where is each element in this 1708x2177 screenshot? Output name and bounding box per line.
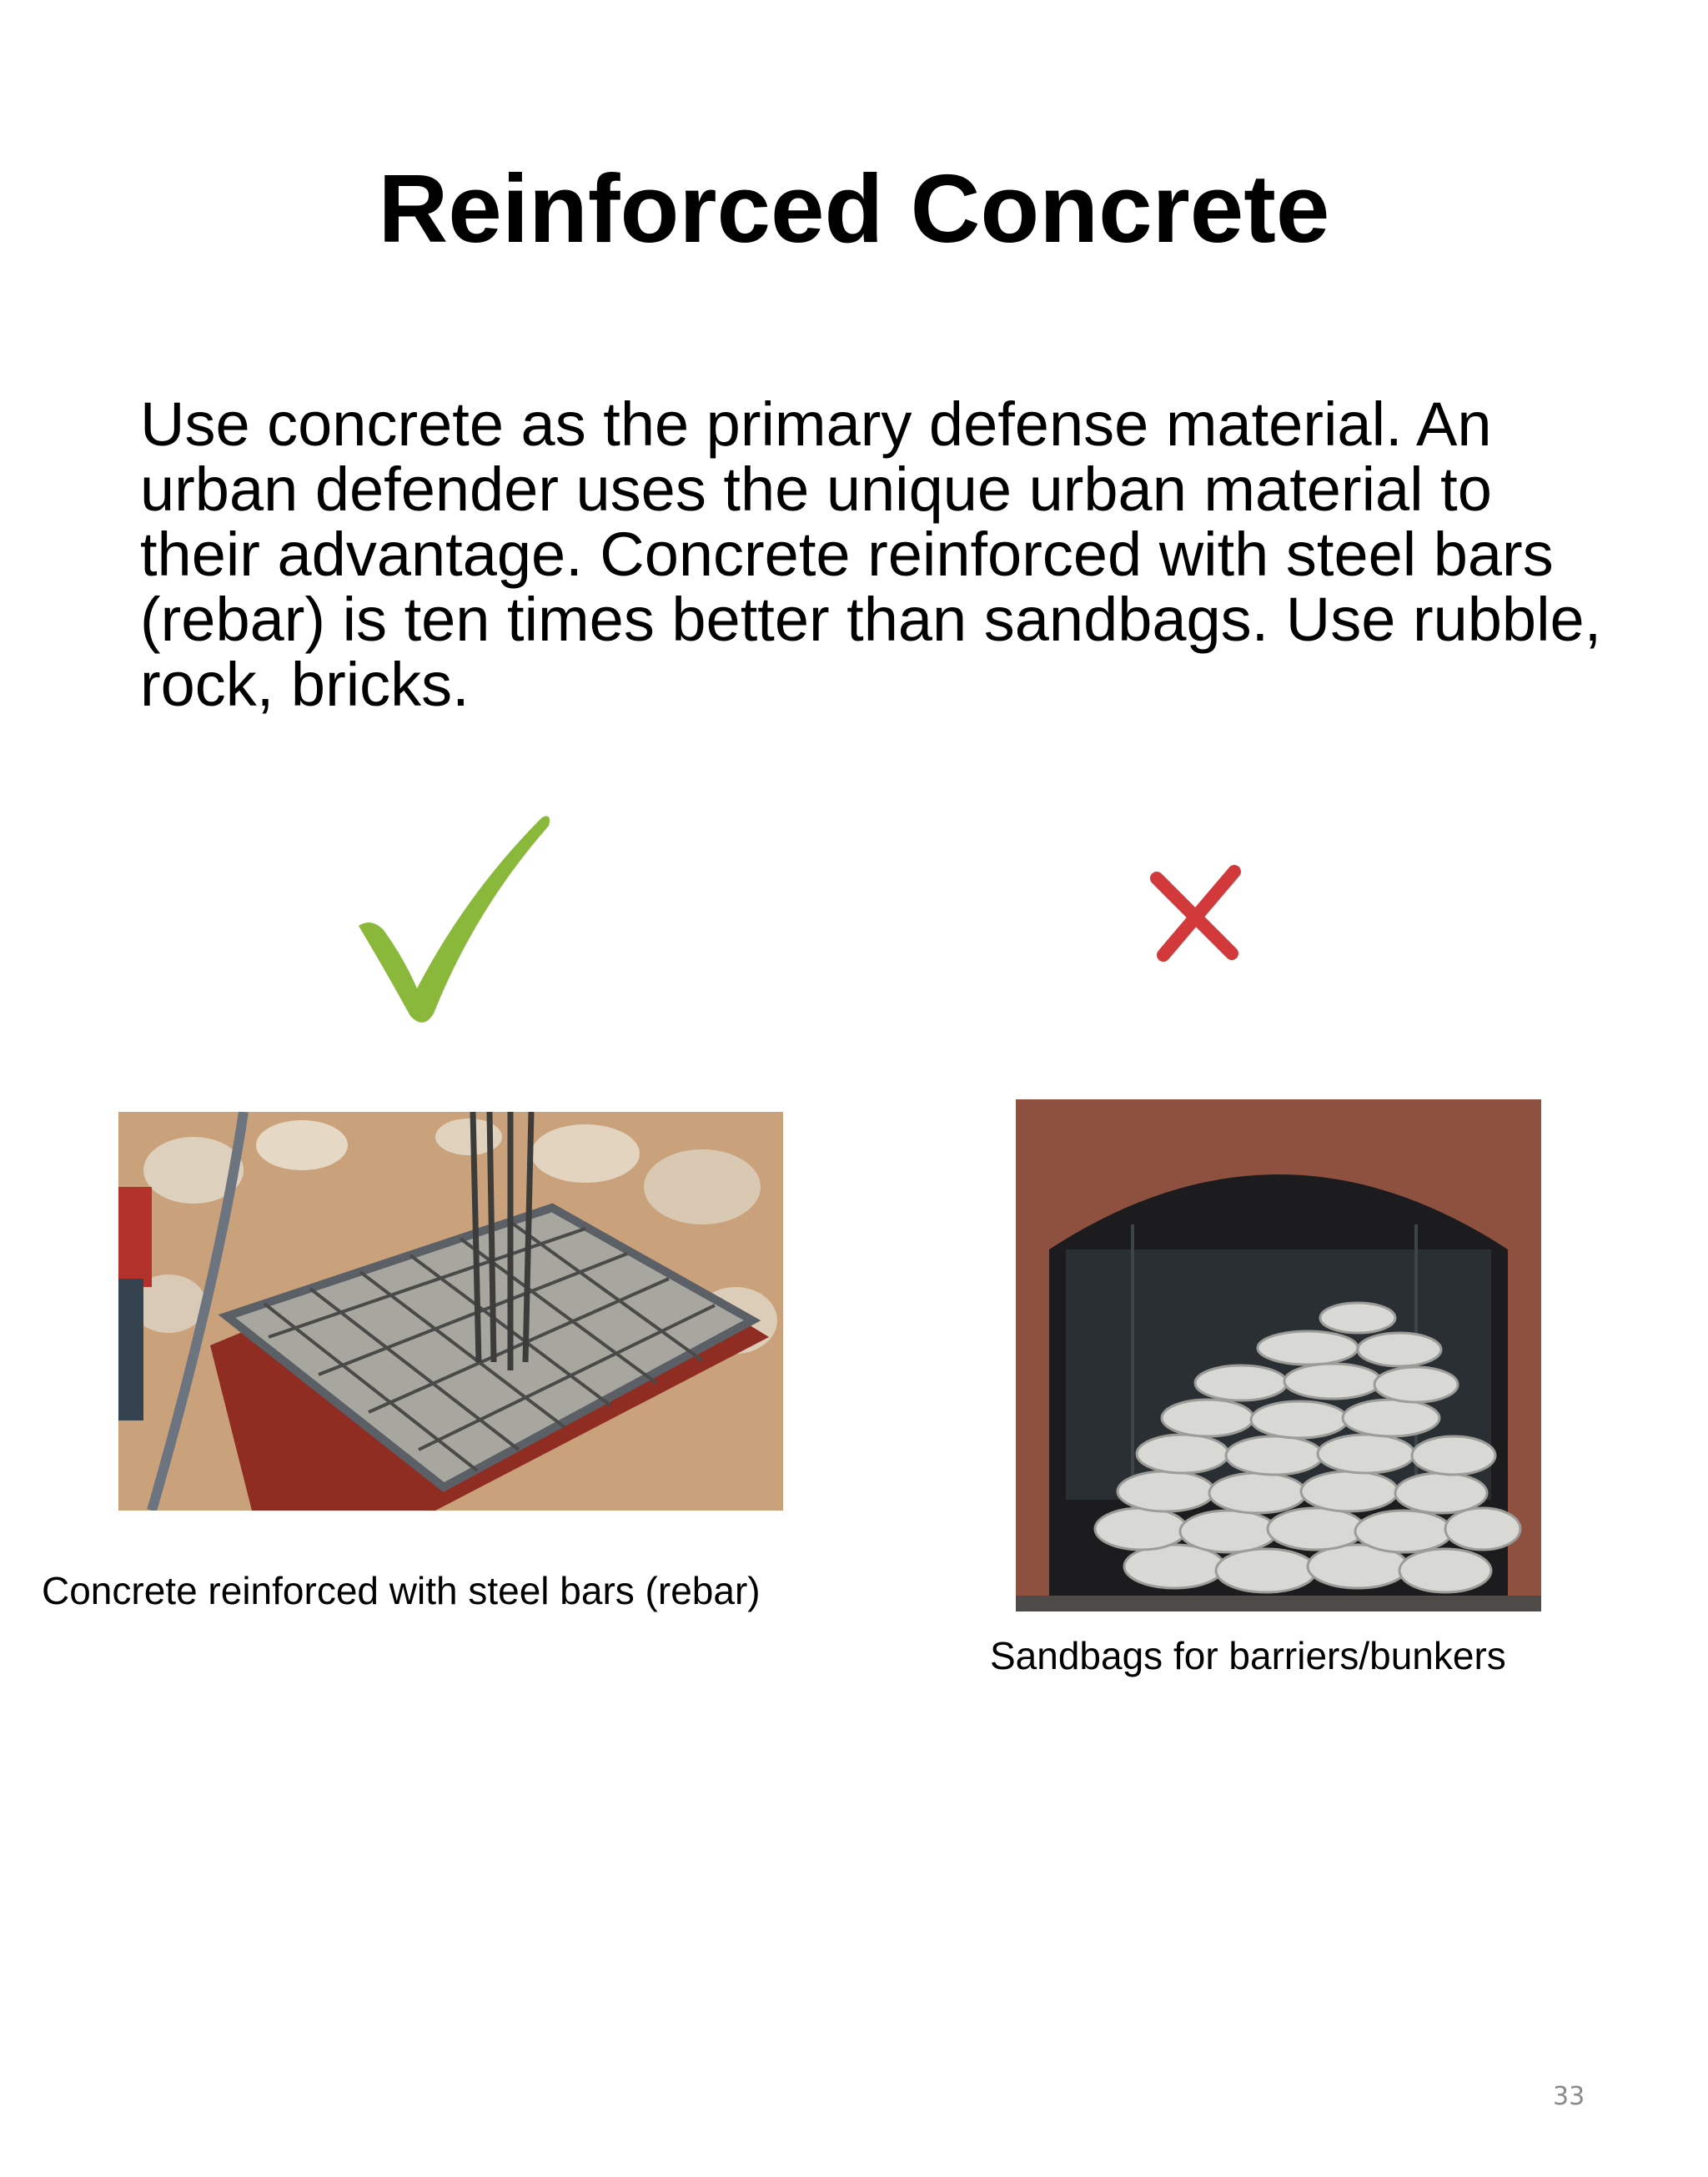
checkmark-icon xyxy=(334,801,567,1034)
body-paragraph: Use concrete as the primary defense material. An urban defender uses the unique urban material to their advantage. Concrete reinforced with steel bars (rebar) is ten times better than sandbags. Use rubble, rock, bricks. xyxy=(140,390,1602,719)
cross-icon xyxy=(1147,863,1247,963)
rebar-caption: Concrete reinforced with steel bars (rebar) xyxy=(42,1569,761,1612)
page-title: Reinforced Concrete xyxy=(378,154,1330,263)
sandbags-caption: Sandbags for barriers/bunkers xyxy=(990,1634,1506,1677)
sandbags-photo xyxy=(1016,1099,1541,1611)
rebar-concrete-photo xyxy=(118,1112,783,1511)
page-number: 33 xyxy=(1553,2082,1585,2111)
